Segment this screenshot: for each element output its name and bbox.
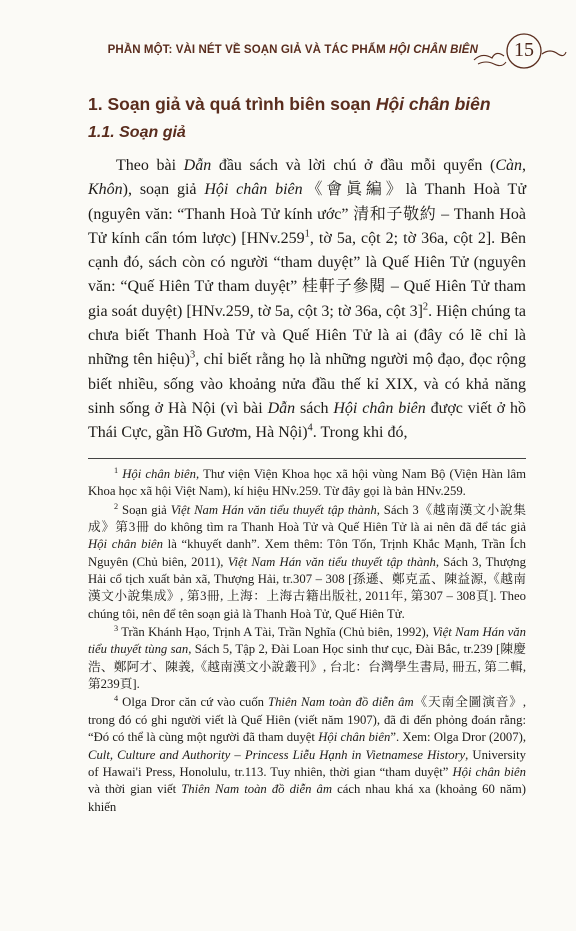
footnote-2: $^2$ Soạn giả Việt Nam Hán văn tiểu thuyết tập thành, Sách 3《越南漢文小說集成》第3冊 do không tìm ra Thanh Hoà Tử và Quế Hiên Tử là ai nên đã để tác giả Hội chân biên là “khuyết danh”. Xem thêm: Tôn Tốn, Trịnh Khắc Mạnh, Trần Ích Nguyên (Chủ biên, 2011), Việt Nam Hán văn tiểu thuyết tập thành, Sách 3, Thượng Hải cổ tịch xuất bản xã, Thượng Hải, tr.307 – 308 [孫遜、鄭克孟、陳益源,《越南漢文小說集成》, 第3冊, 上海：上海古籍出版社, 2011年, 第307 – 308頁]. Theo chúng tôi, nên để tên soạn giả là Thanh Hoà Tử, Quế Hiên Tử. [88,501,526,621]
paragraph: Theo bài Dẫn đầu sách và lời chú ở đầu mỗi quyển (Càn, Khôn), soạn giả Hội chân biên《會眞編》là Thanh Hoà Tử (nguyên văn: “Thanh Hoà Tử kính ước” 清和子敬約 – Thanh Hoà Tử kính cẩn tóm lược) [HNv.259$^1$, tờ 5a, cột 2; tờ 36a, cột 2]. Bên cạnh đó, sách còn có người “tham duyệt” là Quế Hiên Tử (nguyên văn: “Quế Hiên Tử tham duyệt” 桂軒子參閱 – Quế Hiên Tử tham gia soát duyệt) [HNv.259, tờ 5a, cột 3; tờ 36a, cột 3]$^2$. Hiện chúng ta chưa biết Thanh Hoà Tử và Quế Hiên Tử là ai (đây có lẽ chỉ là những tên hiệu)$^3$, chỉ biết rằng họ là những người mộ đạo, đọc rộng biết nhiều, sống vào khoảng nửa đầu thế kỉ XIX, và có khả năng sinh sống ở Hà Nội (vì bài Dẫn sách Hội chân biên được viết ở hồ Thái Cực, gần Hồ Gươm, Hà Nội)$^4$. Trong khi đó, [88,157,527,442]
running-header [0,30,576,74]
footnote-ref[interactable]: 1 [304,228,310,240]
subsection-heading: 1.1. Soạn giả [88,124,186,141]
body-paragraph [88,154,526,446]
footnote-ref[interactable]: 4 [307,422,313,434]
running-header-title: PHẦN MỘT: VÀI NÉT VỀ SOẠN GIẢ VÀ TÁC PHẨM HỘI CHÂN BIÊN [107,44,478,56]
page-number: 15 [514,39,534,61]
footnote-4: $^4$ Olga Dror căn cứ vào cuốn Thiên Nam toàn đồ diễn âm《天南全圖演音》, trong đó có ghi người viết là Quế Hiên (viết năm 1907), đã đi đến phỏng đoán rằng: “Đó có thể là cùng một người đã tham duyệt Hội chân biên”. Xem: Olga Dror (2007), Cult, Culture and Authority – Princess Liễu Hạnh in Vietnamese History, University of Hawai'i Press, Honolulu, tr.113. Tuy nhiên, thời gian “tham duyệt” Hội chân biên và thời gian viết Thiên Nam toàn đồ diễn âm cách nhau khá xa (khoảng 60 năm) khiến [88,694,527,814]
footnote-ref[interactable]: 3 [190,350,196,362]
footnote-divider [88,458,526,459]
footnote-ref[interactable]: 2 [422,301,429,313]
footnote-3: $^3$ Trần Khánh Hạo, Trịnh A Tài, Trần Nghĩa (Chủ biên, 1992), Việt Nam Hán văn tiểu thuyết tùng san, Sách 5, Tập 2, Đài Loan Học sinh thư cục, Đài Bắc, tr.239 [陳慶浩、鄭阿才、陳義,《越南漢文小說叢刊》, 台北：台灣學生書局, 冊五, 第二輯, 第239頁]. [88,623,526,692]
footnotes [88,466,526,817]
footnote-1: $^1$ Hội chân biên, Thư viện Viện Khoa học xã hội vùng Nam Bộ (Viện Hàn lâm Khoa học xã hội Việt Nam), kí hiệu HNv.259. Từ đây gọi là bản HNv.259. [88,465,527,499]
section-heading: 1. Soạn giả và quá trình biên soạn Hội chân biên [88,94,491,114]
